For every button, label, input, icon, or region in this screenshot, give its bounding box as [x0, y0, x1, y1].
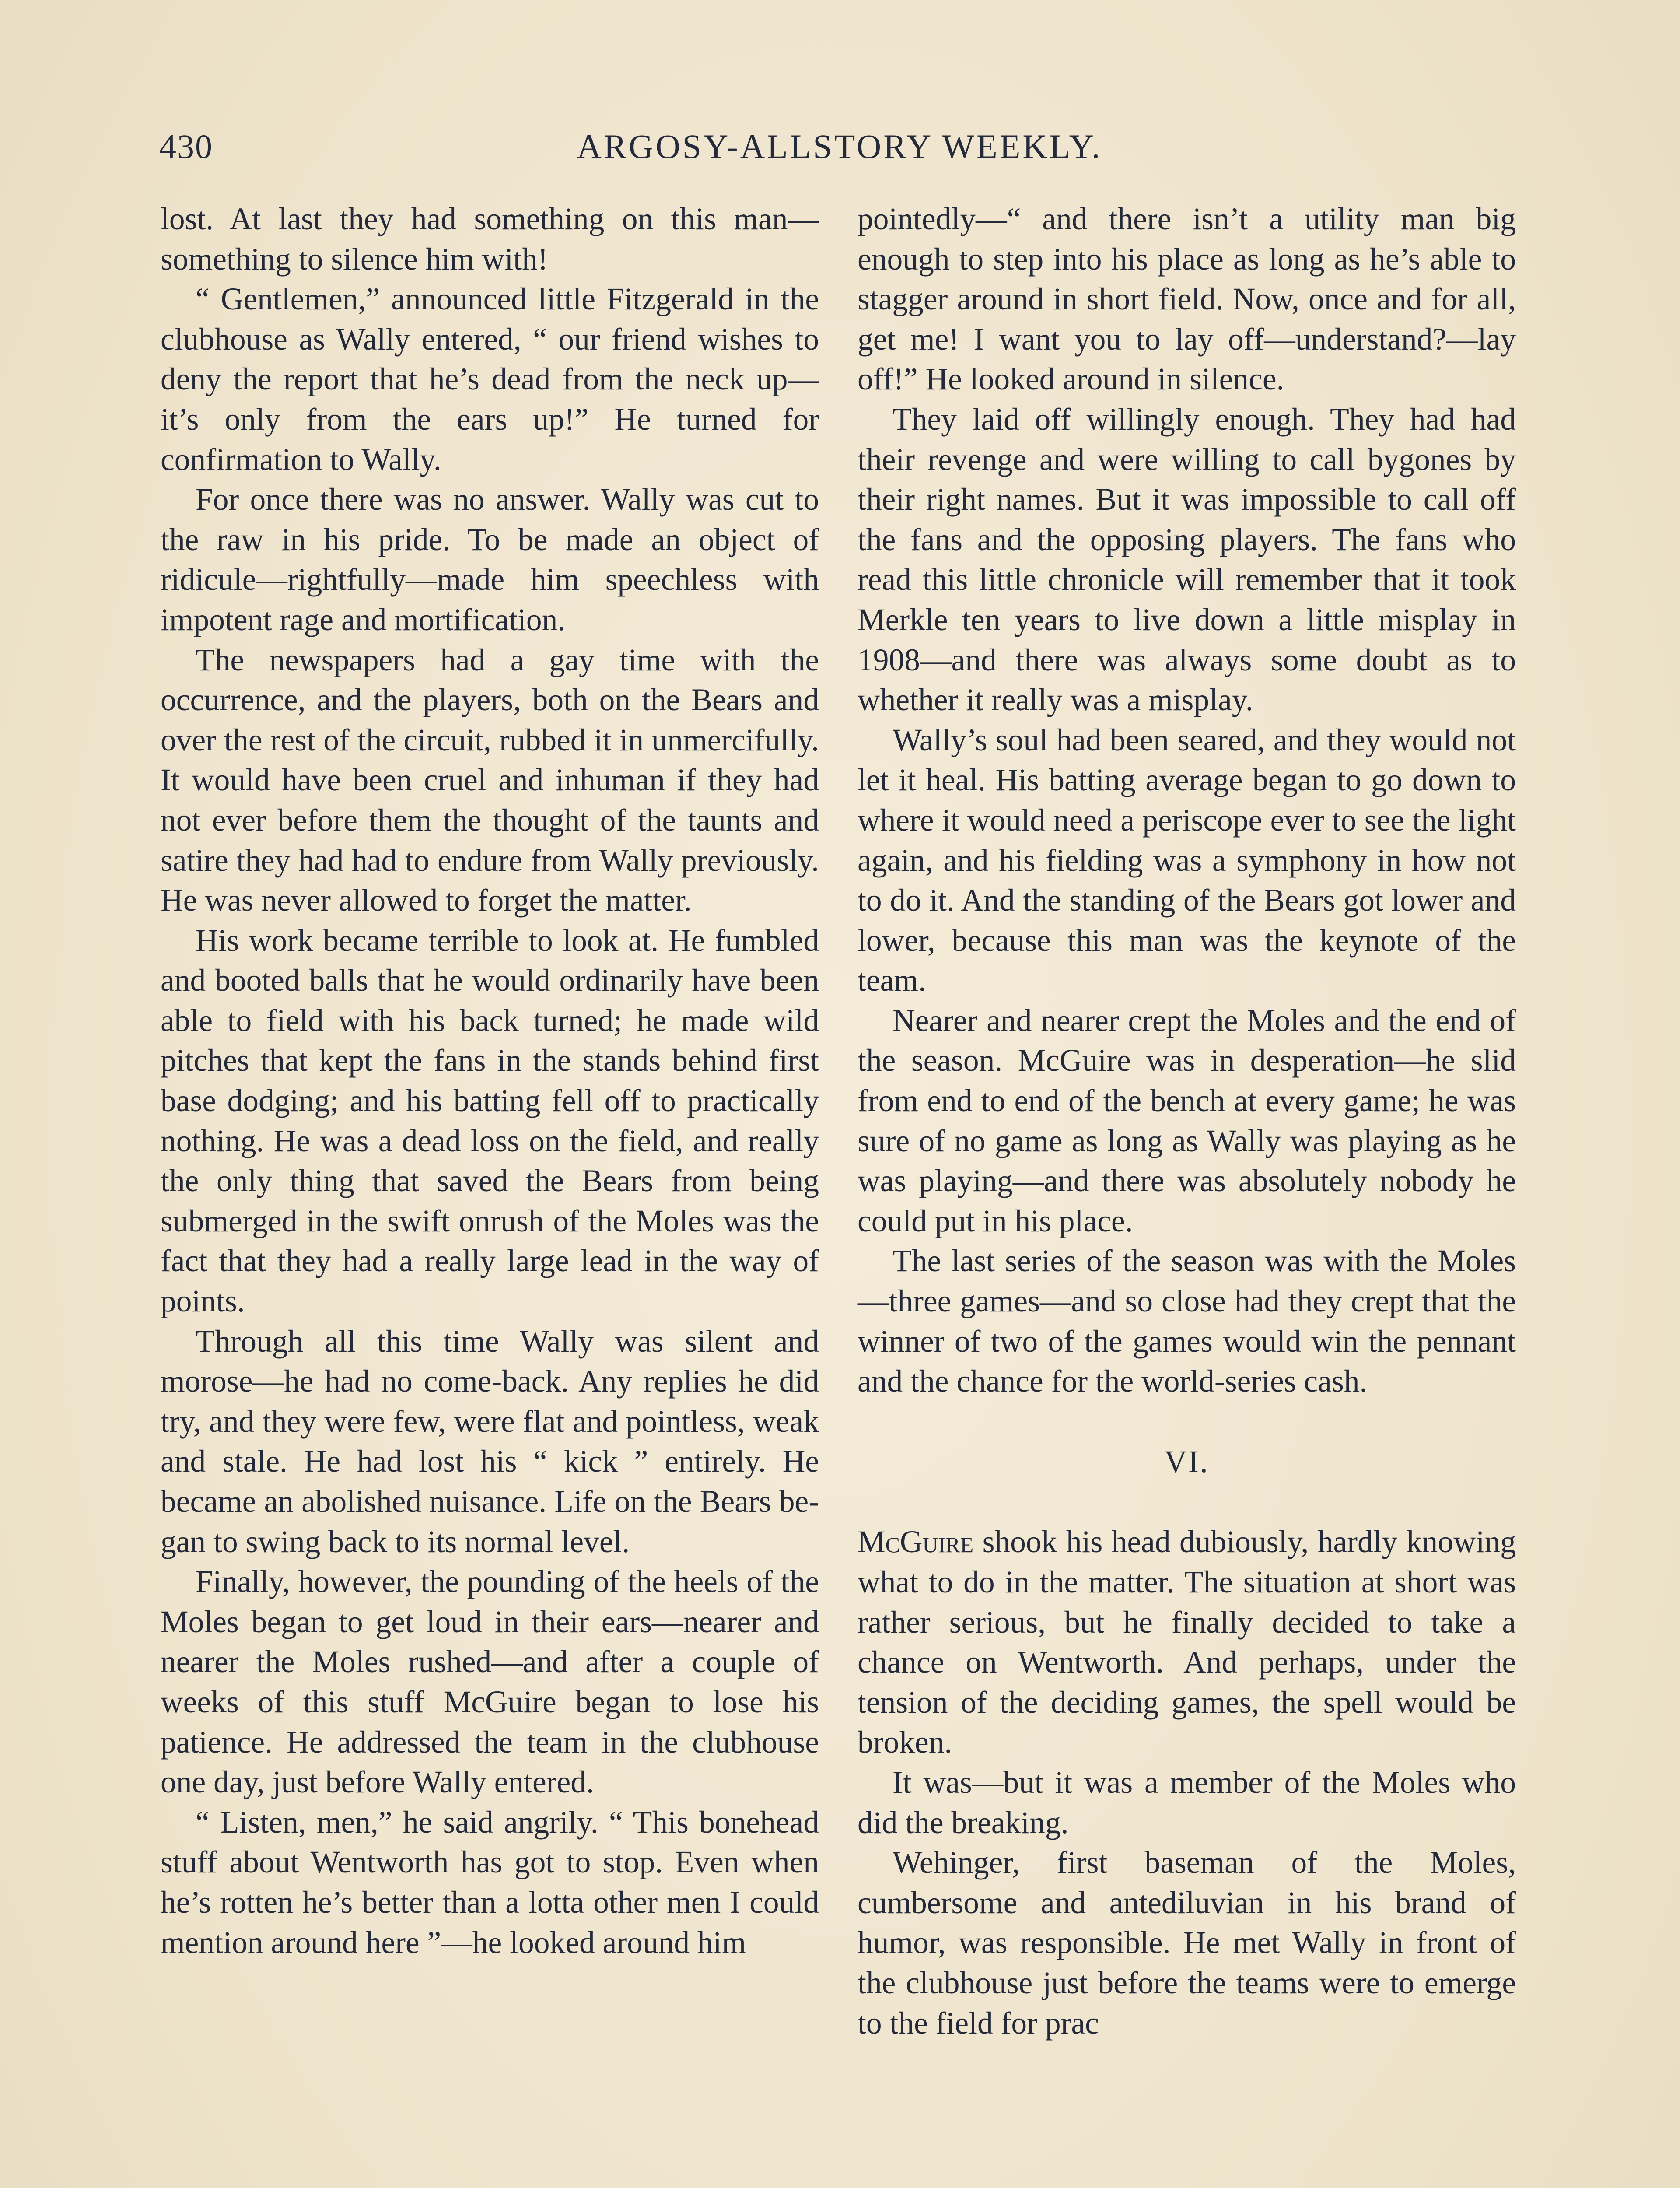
- paragraph: pointedly—“ and there isn’t a utility man big enough to step into his place as long as he’s able to stagger around in short field. Now, once and for all, get me! I want you to lay off—understand?—lay off!” He looked around in silence.: [858, 202, 1516, 397]
- paragraph: Through all this time Wally was silent and morose—he had no come-back. Any replies he did try, and they were few, were flat and pointless, weak and stale. He had lost his “ kick ” entirely. He became an abolished nuisance. Life on the Bears began to swing back to its normal level.: [161, 1324, 819, 1559]
- paragraph: For once there was no answer. Wally was cut to the raw in his pride. To be made an object of ridicule—rightfully—made him speechless with impotent rage and mortification.: [161, 482, 819, 637]
- paragraph: Finally, however, the pounding of the heels of the Moles began to get loud in their ears—nearer and nearer the Moles rushed—and after a couple of weeks of this stuff McGuire began to lose his patience. He addressed the team in the clubhouse one day, just before Wally entered.: [161, 1564, 819, 1800]
- paragraph: They laid off willingly enough. They had had their revenge and were willing to call bygones by their right names. But it was impossible to call off the fans and the opposing players. The fans who read this little chronicle will remember that it took Merkle ten years to live down a little misplay in 1908—and there was always some doubt as to whether it really was a misplay.: [858, 402, 1516, 718]
- paragraph: lost. At last they had something on this man—something to silence him with!: [161, 202, 819, 277]
- page-header: [159, 127, 1520, 175]
- paragraph: Nearer and nearer crept the Moles and the end of the season. McGuire was in desperation—he slid from end to end of the bench at every game; he was sure of no game as long as Wally was playing as he was playing—and there was absolutely nobody he could put in his place.: [858, 1003, 1516, 1238]
- running-title: ARGOSY-ALLSTORY WEEKLY.: [577, 127, 1102, 165]
- opening-name: McGuire: [858, 1525, 974, 1560]
- paragraph: “ Gentlemen,” announced little Fitzgerald in the clubhouse as Wally entered, “ our friend wishes to deny the report that he’s dead from the neck up—it’s only from the ears up!” He turned for confirmation to Wally.: [161, 282, 819, 477]
- paragraph: The last series of the season was with the Moles—three games—and so close had they crept that the winner of two of the games would win the pennant and the chance for the world-series cash.: [858, 1244, 1516, 1399]
- paragraph: Wehinger, first baseman of the Moles, cumbersome and antediluvian in his brand of humor, was responsible. He met Wally in front of the clubhouse just before the teams were to emerge to the field for prac: [858, 1845, 1516, 2041]
- section-heading: VI.: [1164, 1444, 1209, 1479]
- paragraph: It was—but it was a member of the Moles who did the breaking.: [858, 1765, 1516, 1840]
- opening-text: shook his head dubiously, hardly knowing what to do in the matter. The situation at short was rather serious, but he finally decided to take a chance on Wentworth. And perhaps, under the tension of the deciding games, the spell would be broken.: [858, 1525, 1516, 1760]
- left-column: [161, 199, 819, 1963]
- page-number: 430: [159, 127, 213, 165]
- right-column: [858, 199, 1516, 2043]
- section-opening-paragraph: [858, 1522, 1516, 1763]
- paragraph: The newspapers had a gay time with the occurrence, and the players, both on the Bears and over the rest of the circuit, rubbed it in unmercifully. It would have been cruel and inhuman if they had not ever before them the thought of the taunts and satire they had had to endure from Wally previously. He was never allowed to forget the matter.: [161, 642, 819, 918]
- paragraph: “ Listen, men,” he said angrily. “ This bonehead stuff about Wentworth has got to stop. Even when he’s rotten he’s better than a lotta other men I could mention around here ”—he looked around him: [161, 1805, 819, 1960]
- paragraph: His work became terrible to look at. He fumbled and booted balls that he would ordinarily have been able to field with his back turned; he made wild pitches that kept the fans in the stands behind first base dodging; and his batting fell off to practically nothing. He was a dead loss on the field, and really the only thing that saved the Bears from being submerged in the swift onrush of the Moles was the fact that they had a really large lead in the way of points.: [161, 923, 819, 1319]
- paragraph: Wally’s soul had been seared, and they would not let it heal. His batting average began to go down to where it would need a periscope ever to see the light again, and his fielding was a symphony in how not to do it. And the standing of the Bears got lower and lower, because this man was the keynote of the team.: [858, 722, 1516, 998]
